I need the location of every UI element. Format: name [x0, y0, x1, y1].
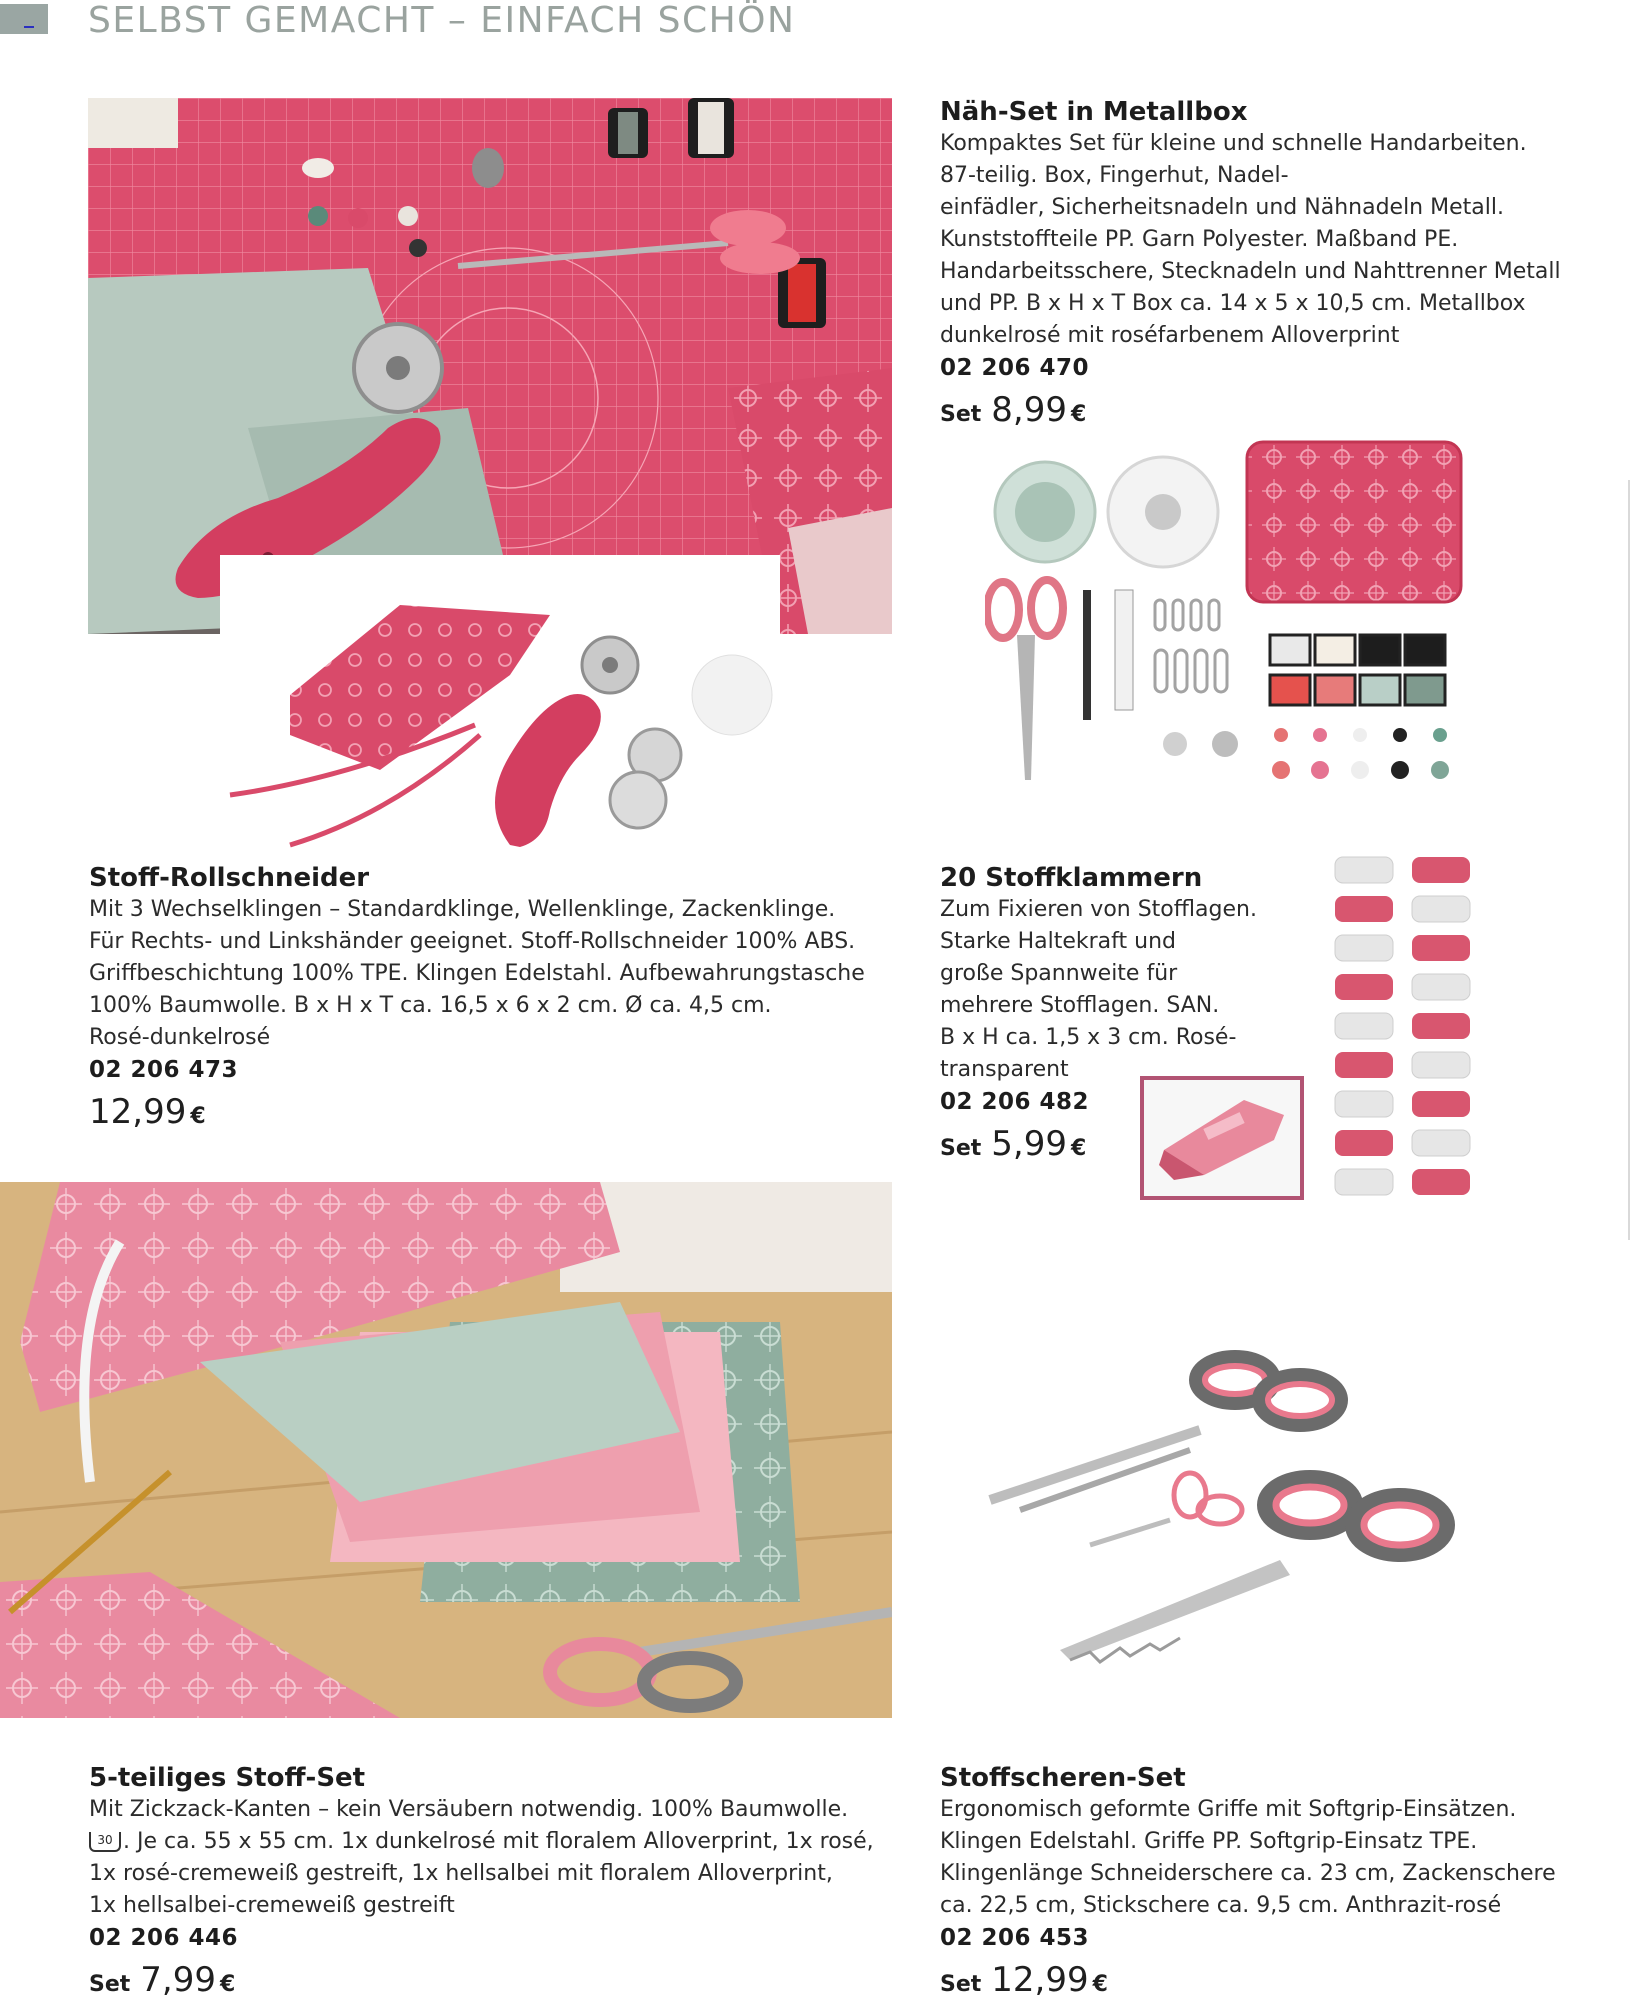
photo-stoffset: [0, 1182, 892, 1718]
product-stoffklammern: [940, 862, 1280, 1170]
product-title: 5-teiliges Stoff-Set: [89, 1763, 366, 1793]
product-desc-line: und PP. B x H x T Box ca. 14 x 5 x 10,5 cm. Metallbox: [940, 291, 1526, 316]
product-desc-line: Für Rechts- und Linkshänder geeignet. Stoff-Rollschneider 100% ABS.: [89, 929, 856, 954]
product-stoffscheren: [940, 1762, 1580, 2006]
product-desc-line: 100% Baumwolle. B x H x T ca. 16,5 x 6 x 2 cm. Ø ca. 4,5 cm.: [89, 993, 772, 1018]
product-desc-line: transparent: [940, 1057, 1069, 1082]
product-naehset: [940, 96, 1580, 436]
product-desc-line: große Spannweite für: [940, 961, 1178, 986]
photo-naehset-contents: [985, 440, 1465, 790]
price: [940, 390, 1580, 436]
photo-stoffklammern: [1330, 852, 1480, 1202]
product-desc-line: B x H ca. 1,5 x 3 cm. Rosé-: [940, 1025, 1237, 1050]
product-desc-line-care: [89, 1826, 909, 1858]
product-desc-line: Klingenlänge Schneiderschere ca. 23 cm, Zackenschere: [940, 1861, 1556, 1886]
price-prefix: Set: [89, 1972, 131, 1997]
price: [940, 1124, 1280, 1170]
price: [940, 1960, 1580, 2006]
product-desc-line: Zum Fixieren von Stofflagen.: [940, 897, 1257, 922]
price-prefix: Set: [940, 402, 982, 427]
product-title: 20 Stoffklammern: [940, 863, 1203, 893]
photo-rollschneider-product: [220, 555, 780, 855]
product-title: Stoff-Rollschneider: [89, 863, 370, 893]
price-value: 12,99: [89, 1092, 187, 1132]
product-desc-line: 1x rosé-cremeweiß gestreift, 1x hellsalbei mit floralem Alloverprint,: [89, 1861, 833, 1886]
product-desc-line: Mit 3 Wechselklingen – Standardklinge, Wellenklinge, Zackenklinge.: [89, 897, 836, 922]
product-desc-line: ca. 22,5 cm, Stickschere ca. 9,5 cm. Anthrazit-rosé: [940, 1893, 1502, 1918]
product-desc-line: Kunststoffteile PP. Garn Polyester. Maßband PE.: [940, 227, 1459, 252]
price-currency: €: [190, 1104, 206, 1129]
price-currency: €: [220, 1972, 236, 1997]
photo-stoffscheren: [980, 1330, 1480, 1670]
product-desc-line: Ergonomisch geformte Griffe mit Softgrip-Einsätzen.: [940, 1797, 1517, 1822]
product-title: Näh-Set in Metallbox: [940, 97, 1248, 127]
price-currency: €: [1092, 1972, 1108, 1997]
price-currency: €: [1071, 1136, 1087, 1161]
article-number: 02 206 446: [89, 1925, 239, 1951]
price-value: 8,99: [991, 390, 1067, 430]
page-title: SELBST GEMACHT – EINFACH SCHÖN: [88, 0, 796, 41]
product-desc-text: . Je ca. 55 x 55 cm. 1x dunkelrosé mit floralem Alloverprint, 1x rosé,: [123, 1829, 874, 1854]
article-number: 02 206 473: [89, 1057, 239, 1083]
price-currency: €: [1071, 402, 1087, 427]
product-title: Stoffscheren-Set: [940, 1763, 1186, 1793]
product-desc-line: Rosé-dunkelrosé: [89, 1025, 271, 1050]
product-desc-line: Handarbeitsschere, Stecknadeln und Nahttrenner Metall: [940, 259, 1561, 284]
product-desc-line: Kompaktes Set für kleine und schnelle Handarbeiten.: [940, 131, 1527, 156]
price: [89, 1960, 909, 2006]
price-value: 5,99: [991, 1124, 1067, 1164]
product-rollschneider: [89, 862, 889, 1138]
product-desc-line: 1x hellsalbei-cremeweiß gestreift: [89, 1893, 455, 1918]
price-prefix: Set: [940, 1972, 982, 1997]
product-desc-line: mehrere Stofflagen. SAN.: [940, 993, 1220, 1018]
product-desc-line: Mit Zickzack-Kanten – kein Versäubern notwendig. 100% Baumwolle.: [89, 1797, 849, 1822]
price-value: 7,99: [140, 1960, 216, 2000]
price: [89, 1092, 889, 1138]
product-desc-line: Klingen Edelstahl. Griffe PP. Softgrip-Einsatz TPE.: [940, 1829, 1478, 1854]
article-number: 02 206 470: [940, 355, 1090, 381]
product-stoffset: [89, 1762, 909, 2006]
article-number: 02 206 482: [940, 1089, 1090, 1115]
section-tab-marker: [0, 4, 48, 34]
product-desc-line: dunkelrosé mit roséfarbenem Alloverprint: [940, 323, 1400, 348]
product-desc-line: 87-teilig. Box, Fingerhut, Nadel-: [940, 163, 1289, 188]
product-desc-line: Griffbeschichtung 100% TPE. Klingen Edelstahl. Aufbewahrungstasche: [89, 961, 865, 986]
product-desc-line: einfädler, Sicherheitsnadeln und Nähnadeln Metall.: [940, 195, 1504, 220]
price-value: 12,99: [991, 1960, 1089, 2000]
photo-cutting-mat: [88, 98, 892, 634]
product-desc-line: Starke Haltekraft und: [940, 929, 1176, 954]
price-prefix: Set: [940, 1136, 982, 1161]
article-number: 02 206 453: [940, 1925, 1090, 1951]
wash-30-icon: 30: [89, 1832, 121, 1852]
